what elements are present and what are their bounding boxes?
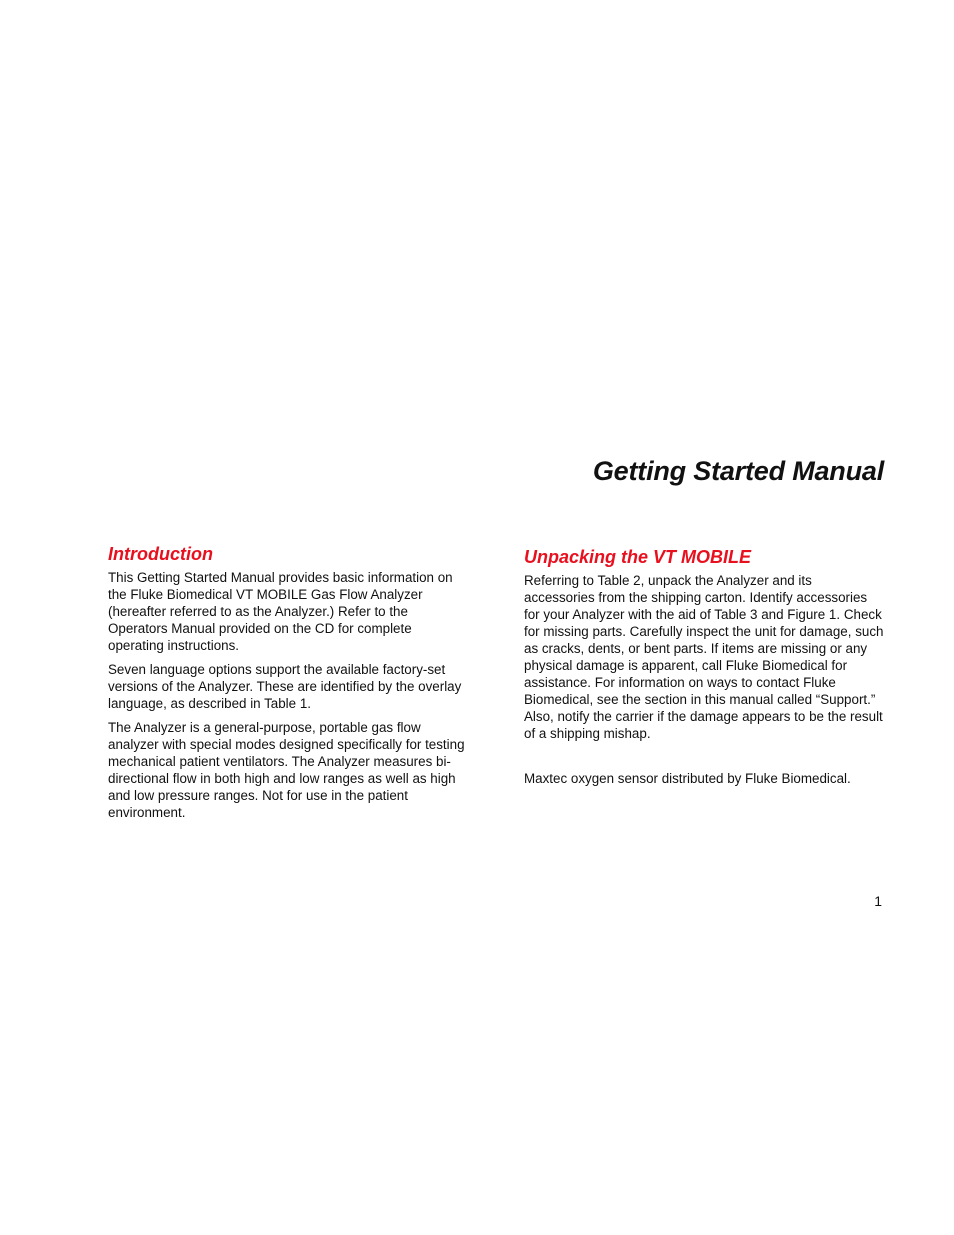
unpacking-section (524, 546, 884, 794)
page-number: 1 (874, 893, 882, 909)
unpacking-paragraph: Referring to Table 2, unpack the Analyzer and its accessories from the shipping carton. Identify accessories for your Analyzer with the aid of Table 3 and Figure 1. Check for missing parts. Carefully inspect the unit for damage, such as cracks, dents, or bent parts. If items are missing or any physical damage is apparent, call Fluke Biomedical for assistance. For information on ways to contact Fluke Biomedical, see the section in this manual called “Support.” Also, notify the carrier if the damage appears to be the result of a shipping mishap. (524, 573, 884, 741)
introduction-heading: Introduction (108, 544, 213, 564)
analyzer-description-paragraph: The Analyzer is a general-purpose, portable gas flow analyzer with special modes designed specifically for testing mechanical patient ventilators. The Analyzer measures bi-directional flow in both high and low ranges as well as high and low pressure ranges. Not for use in the patient environment. (108, 720, 465, 820)
unpacking-heading: Unpacking the VT MOBILE (524, 547, 752, 567)
introduction-section (108, 543, 468, 828)
introduction-paragraph: This Getting Started Manual provides basic information on the Fluke Biomedical VT MOBILE Gas Flow Analyzer (hereafter referred to as the Analyzer.) Refer to the Operators Manual provided on the CD for complete operating instructions. (108, 570, 453, 653)
page-title: Getting Started Manual (592, 456, 884, 486)
maxtec-note: Maxtec oxygen sensor distributed by Fluke Biomedical. (524, 771, 851, 786)
language-options-paragraph: Seven language options support the available factory-set versions of the Analyzer. These are identified by the overlay language, as described in Table 1. (108, 662, 462, 711)
